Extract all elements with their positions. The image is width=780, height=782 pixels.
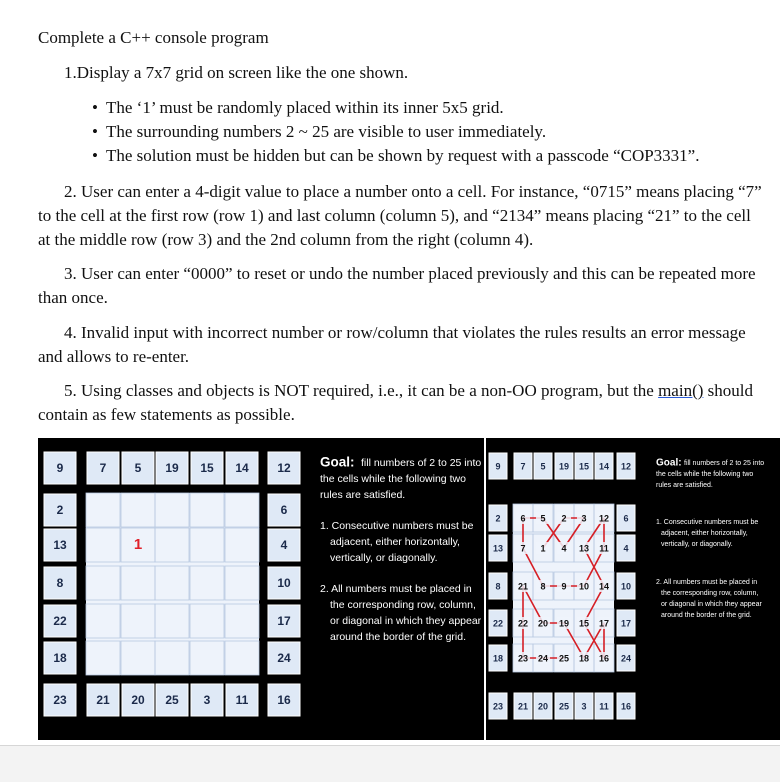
solution-number: 11 [599,543,609,554]
rule-2-text: around the border of the grid. [330,630,467,643]
solution-number: 5 [540,513,546,524]
solution-number: 9 [561,581,567,592]
border-number: 15 [578,461,590,472]
border-number: 13 [53,538,67,553]
solution-number: 20 [537,618,549,629]
solution-number: 22 [517,618,529,629]
border-number: 10 [620,581,632,592]
solution-number: 18 [578,653,590,664]
solution-number: 13 [578,543,590,554]
goal-heading: Goal: [320,454,355,470]
rule-1-text: vertically, or diagonally. [330,551,438,564]
border-number: 7 [99,461,107,476]
border-number: 4 [623,543,629,554]
puzzle-board-unsolved [38,438,484,740]
inner-grid-area [86,493,259,675]
border-number: 9 [56,461,64,476]
rule-2-text: 2. All numbers must be placed in [656,578,758,586]
border-number: 22 [492,618,504,629]
rule-2-text: or diagonal in which they appear [330,614,482,627]
goal-text: fill numbers of 2 to 25 into [361,456,482,469]
solution-number: 15 [578,618,590,629]
solution-number: 25 [558,653,570,664]
bullet-item: • The ‘1’ must be randomly placed within its inner 5x5 grid. [92,98,504,117]
border-number: 24 [620,653,632,664]
border-number: 25 [558,701,570,712]
border-number: 17 [277,614,291,629]
bullet-list [92,96,699,168]
border-number: 2 [495,513,501,524]
border-number: 3 [581,701,587,712]
solution-number: 6 [520,513,526,524]
border-number: 16 [620,701,632,712]
rule-1-text: vertically, or diagonally. [661,540,733,548]
rule-2-text: the corresponding row, column, [661,589,759,597]
border-number: 25 [165,693,179,708]
rule-2-text: the corresponding row, column, [330,598,476,611]
goal-text: rules are satisfied. [320,488,406,501]
border-number: 11 [235,693,249,708]
goal-heading: Goal: [656,457,682,469]
border-number: 23 [53,693,67,708]
solution-number: 24 [537,653,549,664]
solution-number: 2 [561,513,567,524]
border-number: 8 [495,581,501,592]
border-number: 2 [56,503,64,518]
solution-number: 14 [598,581,610,592]
goal-text: rules are satisfied. [656,481,713,489]
border-number: 21 [96,693,110,708]
step-3: 3. User can enter “0000” to reset or undo the number placed previously and this can be repeated more than once. [38,264,756,307]
border-number: 10 [277,576,291,591]
solution-number: 10 [578,581,590,592]
border-number: 4 [280,538,288,553]
border-number: 20 [537,701,549,712]
border-number: 21 [517,701,529,712]
border-number: 6 [623,513,629,524]
step-5: 5. Using classes and objects is NOT required, i.e., it can be a non-OO program, but the main() should contain as few statements as possible. [38,381,753,424]
border-number: 9 [495,461,501,472]
solution-number: 19 [558,618,570,629]
border-number: 18 [53,651,67,666]
rule-2-text: around the border of the grid. [661,611,752,619]
bullet-item: • The solution must be hidden but can be shown by request with a passcode “COP3331”. [92,146,700,165]
border-number: 11 [599,701,609,712]
puzzle-figure [38,438,780,748]
solution-number: 7 [520,543,526,554]
solution-number: 8 [540,581,546,592]
border-number: 5 [134,461,142,476]
border-number: 19 [558,461,570,472]
border-number: 23 [492,701,504,712]
border-number: 20 [131,693,145,708]
page-footer-bar [0,745,780,782]
border-number: 24 [277,651,291,666]
placed-one: 1 [133,535,143,553]
border-number: 12 [620,461,632,472]
rule-1-text: adjacent, either horizontally, [330,535,460,548]
step-2: 2. User can enter a 4-digit value to place a number onto a cell. For instance, “0715” means placing “7” to the cell at the first row (row 1) and last column (column 5), and “2134” means placing “21” to the cell at the middle row (row 3) and the 2nd column from the right (column 4). [38,182,762,249]
doc-title: Complete a C++ console program [38,28,269,47]
puzzle-board-solved [486,438,780,740]
solution-number: 23 [517,653,529,664]
rule-2-text: or diagonal in which they appear [661,600,762,608]
border-number: 22 [53,614,67,629]
border-number: 15 [200,461,214,476]
border-number: 14 [235,461,249,476]
border-number: 8 [56,576,64,591]
solution-number: 12 [598,513,610,524]
border-number: 19 [165,461,179,476]
solution-number: 1 [540,543,546,554]
border-number: 7 [520,461,526,472]
solution-number: 17 [598,618,610,629]
border-number: 6 [280,503,288,518]
border-number: 16 [277,693,291,708]
solution-number: 3 [581,513,587,524]
border-number: 5 [540,461,546,472]
border-number: 17 [620,618,632,629]
border-number: 14 [598,461,610,472]
goal-text: the cells while the following two [320,472,466,485]
rule-1-text: 1. Consecutive numbers must be [656,518,759,526]
rule-2-text: 2. All numbers must be placed in [320,582,472,595]
main-function-link: main() [658,381,704,400]
solution-number: 21 [517,581,529,592]
step-1: 1.Display a 7x7 grid on screen like the one shown. [64,63,409,82]
step-4: 4. Invalid input with incorrect number or row/column that violates the rules results an error message and allows to re-enter. [38,323,746,366]
goal-text: fill numbers of 2 to 25 into [684,459,765,467]
rule-1-text: 1. Consecutive numbers must be [320,519,474,532]
bullet-item: • The surrounding numbers 2 ~ 25 are visible to user immediately. [92,122,547,141]
goal-text: the cells while the following two [656,470,754,478]
border-number: 12 [277,461,291,476]
solution-number: 4 [561,543,567,554]
solution-number: 16 [598,653,610,664]
border-number: 3 [203,693,211,708]
border-number: 18 [492,653,504,664]
rule-1-text: adjacent, either horizontally, [661,529,748,537]
border-number: 13 [492,543,504,554]
